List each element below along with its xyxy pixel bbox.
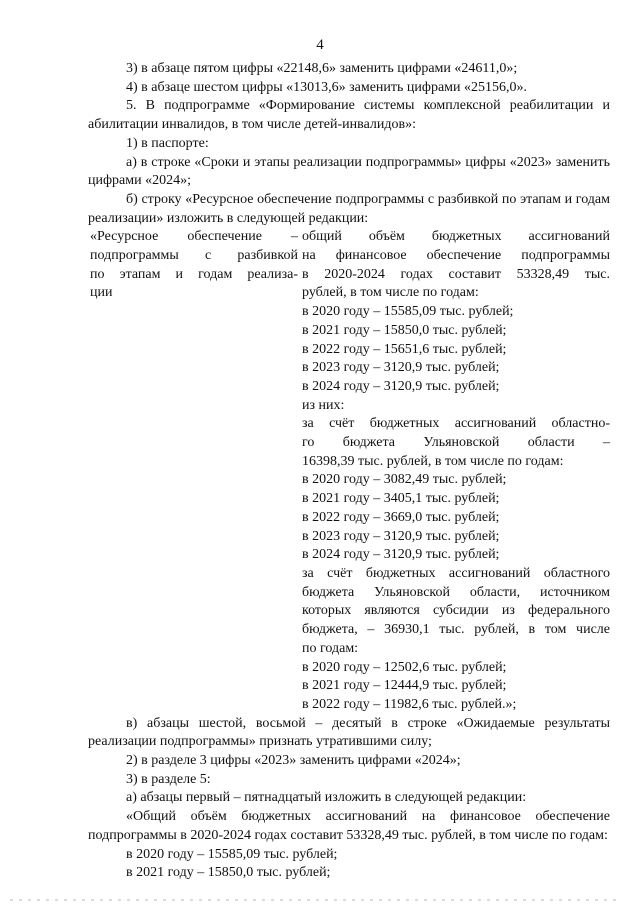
paragraph: а) в строке «Сроки и этапы реализации подпрограммы» цифры «2023» заменить цифрами «2024»;: [88, 154, 610, 189]
table-right-line: в 2023 году – 3120,9 тыс. рублей;: [302, 528, 500, 544]
table-right-line: 16398,39 тыс. рублей, в том числе по годам:: [302, 453, 564, 469]
paragraph: в) абзацы шестой, восьмой – десятый в строке «Ожидаемые результаты реализации подпрограммы» признать утратившими силу;: [88, 715, 610, 750]
table-right-line: в 2020 году – 3082,49 тыс. рублей;: [302, 472, 507, 488]
table-right-line: за счёт бюджетных ассигнований областного: [302, 565, 610, 581]
table-right-line: го бюджета Ульяновской области –: [302, 435, 610, 451]
paragraph: 5. В подпрограмме «Формирование системы комплексной реабилитации и абилитации инвалидов, в том числе детей-инвалидов»:: [88, 98, 610, 133]
table-right-line: в 2020-2024 годах составит 53328,49 тыс.: [302, 266, 610, 282]
table-right-line: которых являются субсидии из федерального: [302, 603, 610, 619]
paragraph: в 2021 году – 15850,0 тыс. рублей;: [126, 865, 331, 881]
table-left-column: [88, 228, 298, 714]
paragraph: в 2020 году – 15585,09 тыс. рублей;: [126, 846, 338, 862]
document-body: [88, 60, 610, 883]
table-left-line: подпрограммы с разбивкой: [90, 248, 298, 264]
paragraph: а) абзацы первый – пятнадцатый изложить в следующей редакции:: [126, 790, 527, 806]
table-right-line: в 2024 году – 3120,9 тыс. рублей;: [302, 547, 500, 563]
table-right-line: в 2022 году – 15651,6 тыс. рублей;: [302, 341, 507, 357]
table-right-line: из них:: [302, 397, 345, 413]
table-right-line: в 2023 году – 3120,9 тыс. рублей;: [302, 360, 500, 376]
paragraph: 2) в разделе 3 цифры «2023» заменить цифрами «2024»;: [126, 753, 461, 769]
table-right-line: бюджета Ульяновской области, источником: [302, 584, 610, 600]
paragraph: «Общий объём бюджетных ассигнований на финансовое обеспечение подпрограммы в 2020-2024 годах составит 53328,49 тыс. рублей, в том числе по годам:: [88, 809, 610, 843]
paragraph: 4) в абзаце шестом цифры «13013,6» заменить цифрами «25156,0».: [126, 79, 528, 95]
resource-table: [88, 228, 610, 714]
table-right-line: на финансовое обеспечение подпрограммы: [302, 248, 610, 264]
table-right-line: в 2022 году – 11982,6 тыс. рублей.»;: [302, 696, 517, 712]
scan-edge-artifact: [10, 899, 620, 901]
table-right-line: в 2024 году – 3120,9 тыс. рублей;: [302, 378, 500, 394]
table-right-line: в 2022 году – 3669,0 тыс. рублей;: [302, 509, 500, 525]
paragraph: б) строку «Ресурсное обеспечение подпрограммы с разбивкой по этапам и годам реализации» изложить в следующей редакции:: [88, 191, 610, 226]
table-left-line: ции: [90, 285, 113, 301]
page-number: 4: [316, 37, 324, 53]
table-right-line: в 2021 году – 12444,9 тыс. рублей;: [302, 678, 507, 694]
table-right-line: рублей, в том числе по годам:: [302, 285, 479, 301]
table-right-line: общий объём бюджетных ассигнований: [302, 229, 610, 245]
table-right-column: [298, 228, 610, 714]
table-right-line: по годам:: [302, 640, 359, 656]
paragraph: 3) в абзаце пятом цифры «22148,6» заменить цифрами «24611,0»;: [126, 61, 518, 76]
table-left-line: по этапам и годам реализа-: [90, 266, 298, 282]
table-right-line: бюджета, – 36930,1 тыс. рублей, в том числе: [302, 622, 610, 638]
table-right-line: в 2021 году – 3405,1 тыс. рублей;: [302, 491, 500, 507]
table-left-line: «Ресурсное обеспечение –: [90, 229, 298, 245]
table-right-line: за счёт бюджетных ассигнований областно-: [302, 416, 610, 432]
table-right-line: в 2020 году – 12502,6 тыс. рублей;: [302, 659, 507, 675]
table-right-line: в 2020 году – 15585,09 тыс. рублей;: [302, 304, 514, 320]
table-right-line: в 2021 году – 15850,0 тыс. рублей;: [302, 322, 507, 338]
paragraph: 1) в паспорте:: [126, 135, 209, 151]
paragraph: 3) в разделе 5:: [126, 771, 211, 787]
